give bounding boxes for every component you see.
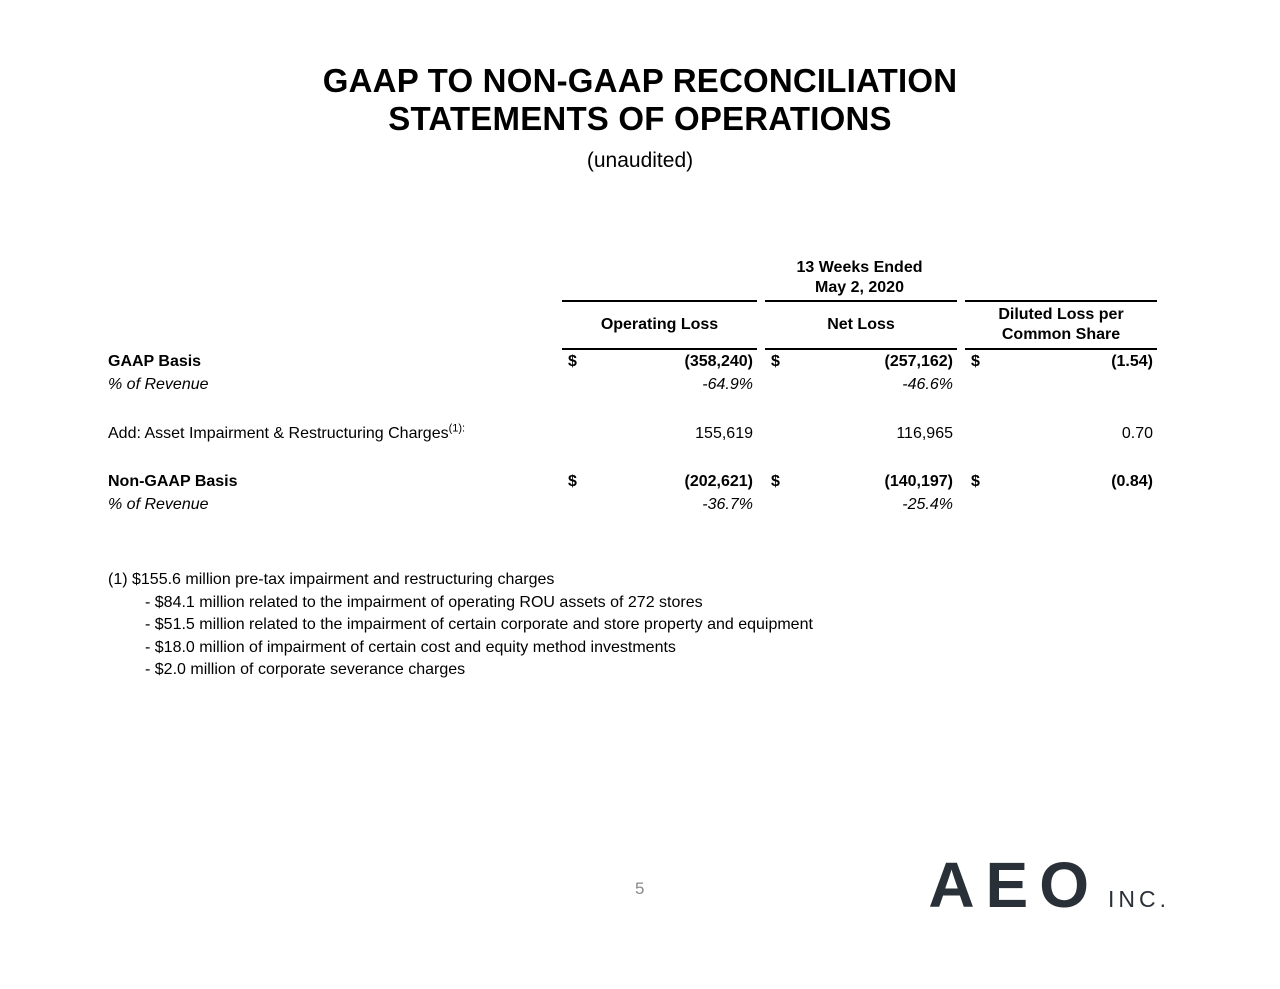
footnote-item: - $18.0 million of impairment of certain cost and equity method investments: [145, 638, 676, 656]
column-header-row: [108, 300, 1157, 350]
currency-symbol: $: [971, 353, 980, 370]
footnote-item: - $51.5 million related to the impairment of certain corporate and store property and equipment: [145, 616, 813, 634]
row-gap: [108, 396, 1157, 422]
cell-value: (140,197): [884, 473, 953, 490]
table-row-non-gaap-basis: [108, 470, 1157, 493]
cell-diluted-loss: [965, 422, 1157, 445]
cell-operating-loss: [562, 493, 757, 516]
period-header-row: [108, 253, 1157, 300]
cell-diluted-loss: [965, 350, 1157, 373]
footnote-item: - $2.0 million of corporate severance charges: [145, 661, 466, 679]
cell-value: 155,619: [695, 425, 753, 442]
cell-value: 116,965: [896, 425, 953, 442]
footnote-item: - $84.1 million related to the impairment of operating ROU assets of 272 stores: [145, 593, 703, 611]
cell-value: (202,621): [684, 473, 753, 490]
cell-value: (0.84): [1111, 473, 1153, 490]
cell-value: (257,162): [884, 353, 953, 370]
cell-diluted-loss: [965, 493, 1157, 516]
title-block: [0, 62, 1280, 173]
column-header-operating-loss: Operating Loss: [562, 300, 757, 350]
cell-net-loss: [765, 350, 957, 373]
table-row-gaap-basis: [108, 350, 1157, 373]
column-header-spacer: [108, 300, 554, 350]
footnote-reference: (1):: [448, 422, 466, 435]
cell-net-loss: [765, 422, 957, 445]
cell-net-loss: [765, 493, 957, 516]
footnote-lead: (1) $155.6 million pre-tax impairment and restructuring charges: [108, 571, 555, 588]
column-header-diluted-loss: Diluted Loss per Common Share: [965, 300, 1157, 350]
currency-symbol: $: [971, 473, 980, 490]
page-title-unaudited: (unaudited): [586, 149, 694, 172]
cell-value: (358,240): [684, 353, 753, 370]
row-gap: [108, 445, 1157, 470]
cell-value: -46.6%: [902, 376, 953, 393]
period-header-line-1: 13 Weeks Ended: [796, 259, 923, 276]
currency-symbol: $: [568, 473, 577, 490]
cell-net-loss: [765, 470, 957, 493]
row-label: Non-GAAP Basis: [108, 473, 238, 490]
cell-operating-loss: [562, 422, 757, 445]
currency-symbol: $: [771, 473, 780, 490]
aeo-inc-logo: [928, 849, 1170, 921]
page-title-line-1: GAAP TO NON-GAAP RECONCILIATION: [322, 62, 958, 99]
row-label: % of Revenue: [108, 376, 209, 393]
table-row-add-impairment-charges: [108, 422, 1157, 445]
row-label: GAAP Basis: [108, 353, 202, 370]
period-header: [562, 253, 1157, 300]
cell-value: (1.54): [1111, 353, 1153, 370]
logo-text-inc: INC.: [1108, 886, 1170, 912]
currency-symbol: $: [771, 353, 780, 370]
reconciliation-table: [108, 253, 1157, 516]
cell-value: -25.4%: [902, 496, 953, 513]
footnotes-block: [108, 569, 813, 682]
currency-symbol: $: [568, 353, 577, 370]
cell-operating-loss: [562, 350, 757, 373]
row-label: % of Revenue: [108, 496, 209, 513]
table-row-non-gaap-pct-revenue: [108, 493, 1157, 516]
column-header-net-loss: Net Loss: [765, 300, 957, 350]
page-title-line-2: STATEMENTS OF OPERATIONS: [388, 100, 892, 137]
row-label: [108, 422, 554, 445]
cell-net-loss: [765, 373, 957, 396]
cell-operating-loss: [562, 373, 757, 396]
period-header-spacer: [108, 253, 554, 300]
row-label-text: Add: Asset Impairment & Restructuring Charges: [108, 425, 449, 442]
cell-diluted-loss: [965, 470, 1157, 493]
cell-value: -36.7%: [702, 496, 753, 513]
table-row-gaap-pct-revenue: [108, 373, 1157, 396]
period-header-line-2: May 2, 2020: [815, 279, 904, 296]
cell-operating-loss: [562, 470, 757, 493]
logo-text-aeo: AEO: [928, 849, 1100, 921]
cell-value: 0.70: [1121, 425, 1153, 442]
page-number: 5: [635, 879, 645, 898]
cell-value: -64.9%: [702, 376, 753, 393]
cell-diluted-loss: [965, 373, 1157, 396]
